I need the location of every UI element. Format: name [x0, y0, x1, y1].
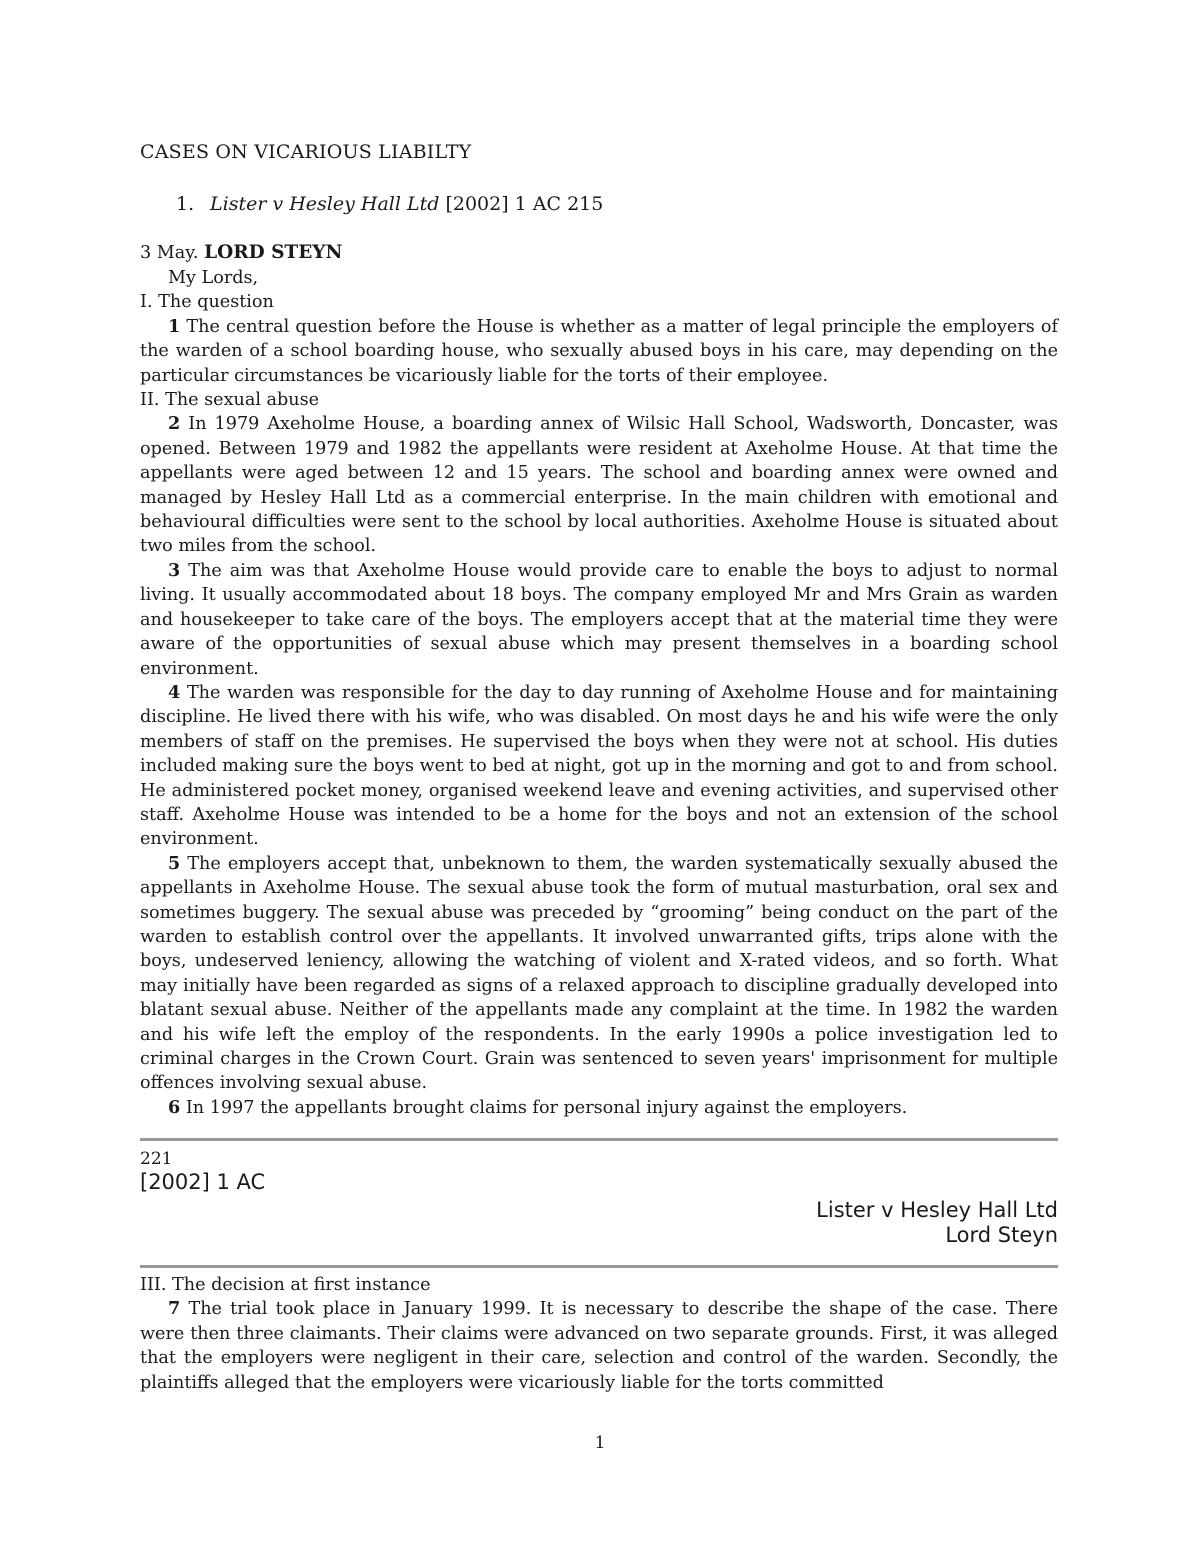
paragraph-number: 6 — [168, 1096, 181, 1118]
paragraph-7 — [140, 1297, 1058, 1395]
judgment-body-top — [140, 266, 1058, 1120]
case-name-italic: Lister v Hesley Hall Ltd — [210, 193, 440, 215]
case-citation: [2002] 1 AC 215 — [445, 193, 604, 215]
paragraph-number: 3 — [168, 559, 181, 581]
paragraph-number: 4 — [168, 681, 181, 703]
paragraph-5 — [140, 852, 1058, 1096]
paragraph-3 — [140, 559, 1058, 681]
running-head-case-name: Lister v Hesley Hall Ltd — [816, 1198, 1058, 1222]
section-heading: I. The question — [140, 292, 274, 313]
report-page-number: 221 — [140, 1149, 173, 1169]
paragraph-number: 5 — [168, 852, 181, 874]
judgment-body-bottom — [140, 1273, 1058, 1395]
case-list-number: 1. — [176, 193, 195, 215]
salutation: My Lords, — [168, 268, 259, 288]
judge-heading: LORD STEYN — [204, 242, 343, 263]
document-title: CASES ON VICARIOUS LIABILTY — [140, 141, 472, 163]
paragraph-text: The warden was responsible for the day to day running of Axeholme House and for maintaining discipline. He lived there with his wife, who was disabled. On most days he and his wife were the only members of staff on the premises. He supervised the boys when they were not at school. His duties included making sure the boys went to bed at night, got up in the morning and got to and from school. He administered pocket money, organised weekend leave and evening activities, and supervised other staff. Axeholme House was intended to be a home for the boys and not an extension of the school environment. — [140, 682, 1058, 850]
page-break-rule-bottom — [140, 1265, 1058, 1268]
section-heading: II. The sexual abuse — [140, 390, 320, 411]
paragraph-number: 7 — [168, 1298, 181, 1320]
speech-date: 3 May. — [140, 243, 199, 263]
paragraph-4 — [140, 681, 1058, 852]
report-citation: [2002] 1 AC — [140, 1170, 266, 1194]
page-break-rule-top — [140, 1138, 1058, 1141]
paragraph-text: The central question before the House is whether as a matter of legal principle the employers of the warden of a school boarding house, who sexually abused boys in his care, may depending on the particular circumstances be vicariously liable for the torts of their employee. — [140, 316, 1058, 386]
section-heading: III. The decision at first instance — [140, 1275, 431, 1295]
paragraph-text: In 1997 the appellants brought claims for personal injury against the employers. — [185, 1097, 908, 1118]
paragraph-number: 1 — [168, 315, 181, 337]
paragraph-text: The aim was that Axeholme House would provide care to enable the boys to adjust to normal living. It usually accommodated about 18 boys. The company employed Mr and Mrs Grain as warden and housekeeper to take care of the boys. The employers accept that at the material time they were aware of the opportunities of sexual abuse which may present themselves in a boarding school environment. — [140, 560, 1058, 679]
paragraph-2 — [140, 412, 1058, 558]
page-number: 1 — [594, 1433, 606, 1453]
running-head-judge: Lord Steyn — [945, 1223, 1058, 1247]
paragraph-1 — [140, 315, 1058, 388]
paragraph-number: 2 — [168, 413, 181, 435]
paragraph-text: The trial took place in January 1999. It is necessary to describe the shape of the case. There were then three claimants. Their claims were advanced on two separate grounds. First, it was alleged that the employers were negligent in their care, selection and control of the warden. Secondly, the plaintiffs alleged that the employers were vicariously liable for the torts committed — [140, 1299, 1059, 1393]
speaker-line — [140, 242, 342, 263]
paragraph-text: The employers accept that, unbeknown to them, the warden systematically sexually abused the appellants in Axeholme House. The sexual abuse took the form of mutual masturbation, oral sex and sometimes buggery. The sexual abuse was preceded by “grooming” being conduct on the part of the warden to establish control over the appellants. It involved unwarranted gifts, trips alone with the boys, undeserved leniency, allowing the watching of violent and X-rated videos, and so forth. What may initially have been regarded as signs of a relaxed approach to discipline gradually developed into blatant sexual abuse. Neither of the appellants made any complaint at the time. In 1982 the warden and his wife left the employ of the respondents. In the early 1990s a police investigation led to criminal charges in the Crown Court. Grain was sentenced to seven years' imprisonment for multiple offences involving sexual abuse. — [140, 853, 1059, 1094]
paragraph-6 — [140, 1096, 1058, 1120]
case-list-item — [176, 193, 603, 215]
paragraph-text: In 1979 Axeholme House, a boarding annex of Wilsic Hall School, Wadsworth, Doncaster, was opened. Between 1979 and 1982 the appellants were resident at Axeholme House. At that time the appellants were aged between 12 and 15 years. The school and boarding annex were owned and managed by Hesley Hall Ltd as a commercial enterprise. In the main children with emotional and behavioural difficulties were sent to the school by local authorities. Axeholme House is situated about two miles from the school. — [140, 414, 1058, 557]
